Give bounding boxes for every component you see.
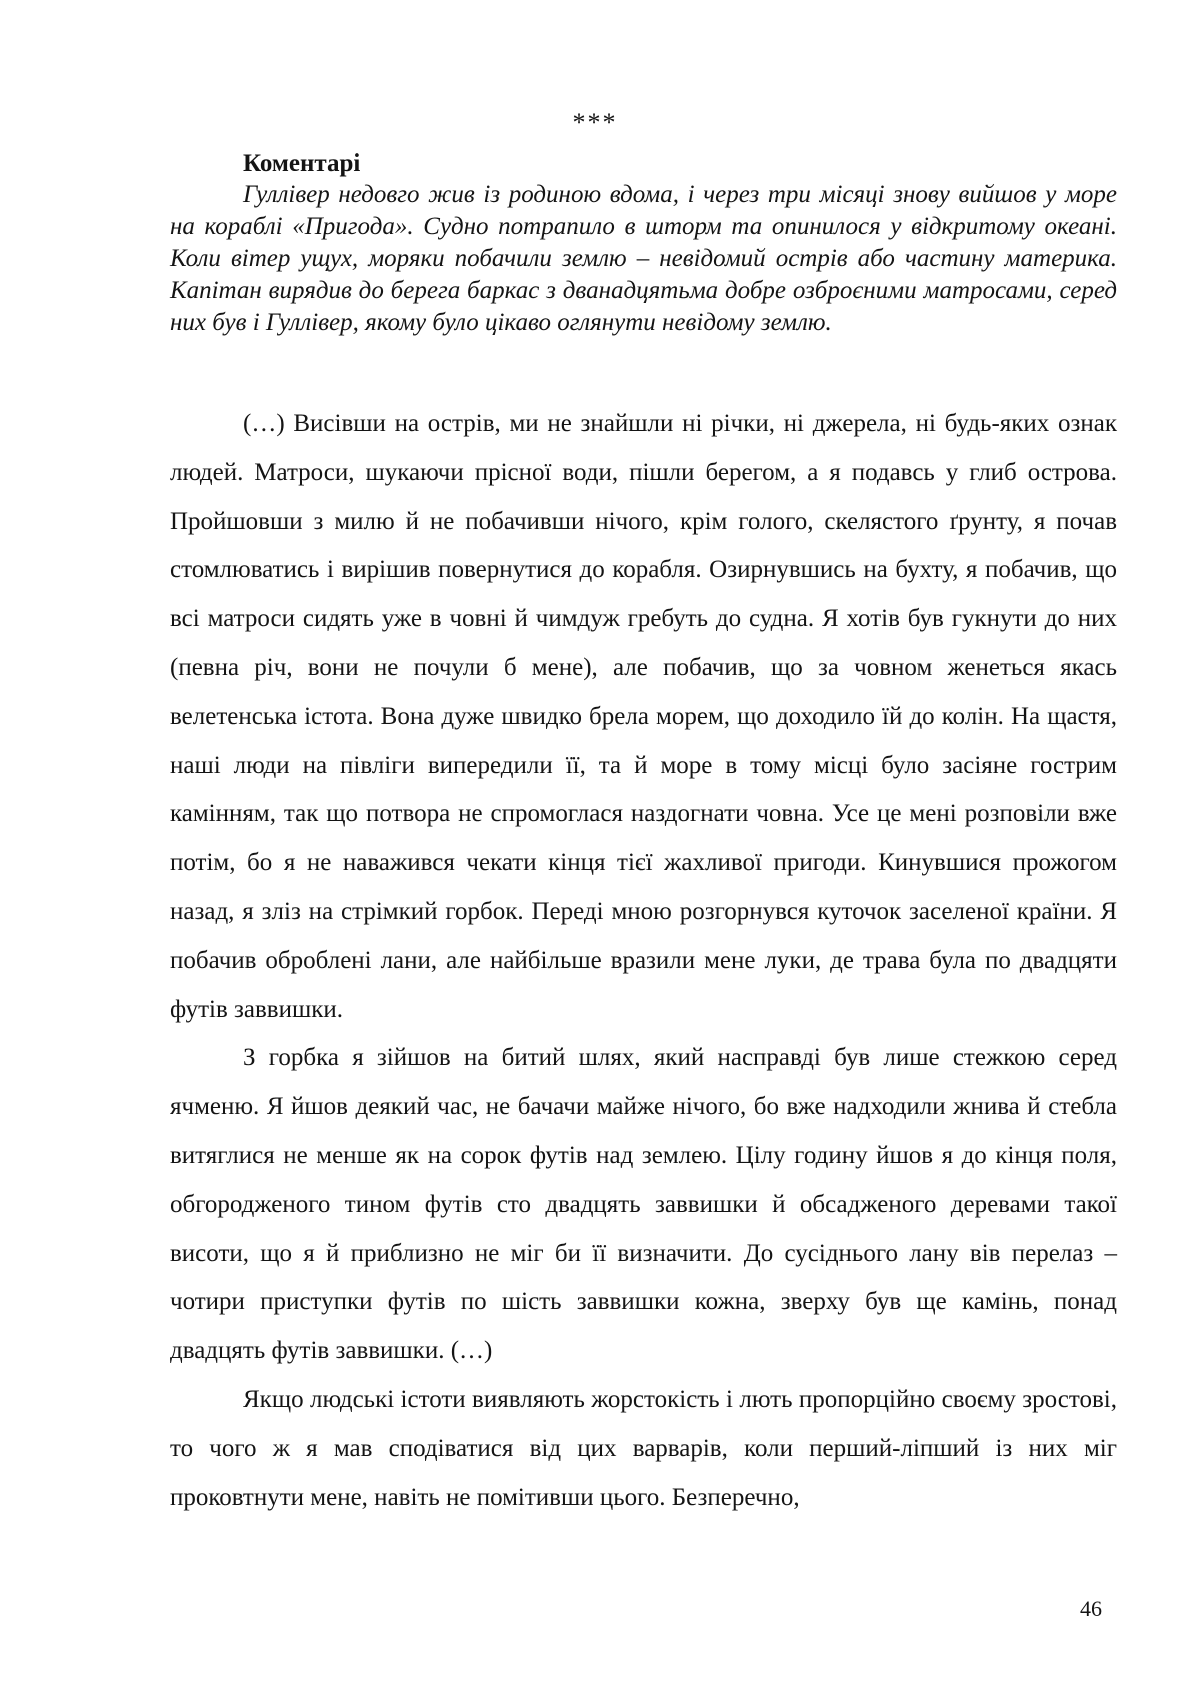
comments-text: Гуллівер недовго жив із родиною вдома, і через три місяці знову вийшов у море на кораблі «Пригода». Судно потрапило в шторм та опинилося у відкритому океані. Коли вітер ущух, моряки побачили землю – невідомий острів або частину материка. Капітан вирядив до берега баркас з дванадцятьма добре озброєними матросами, серед них був і Гуллівер, якому було цікаво оглянути невідому землю. bbox=[170, 181, 1117, 336]
section-separator: *** bbox=[572, 108, 618, 137]
paragraph-1: (…) Висівши на острів, ми не знайшли ні річки, ні джерела, ні будь-яких ознак людей. Матроси, шукаючи прісної води, пішли берегом, а я подавсь у глиб острова. Пройшовши з милю й не побачивши нічого, крім голого, скелястого ґрунту, я почав стомлюватись і вирішив повернутися до корабля. Озирнувшись на бухту, я побачив, що всі матроси сидять уже в човні й чимдуж гребуть до судна. Я хотів був гукнути до них (певна річ, вони не почули б мене), але побачив, що за човном женеться якась велетенська істота. Вона дуже швидко брела морем, що доходило їй до колін. На щастя, наші люди на півліги випередили її, та й море в тому місці було засіяне гострим камінням, так що потвора не спромоглася наздогнати човна. Усе це мені розповіли вже потім, бо я не наважився чекати кінця тієї жахливої пригоди. Кинувшися прожогом назад, я зліз на стрімкий горбок. Переді мною розгорнувся куточок заселеної країни. Я побачив оброблені лани, але найбільше вразили мене луки, де трава була по двадцяти футів заввишки. bbox=[170, 410, 1117, 1023]
comments-heading: Коментарі bbox=[243, 150, 361, 177]
paragraph-3: Якщо людські істоти виявляють жорстокість і лють пропорційно своєму зростові, то чого ж я мав сподіватися від цих варварів, коли перший-ліпший із них міг проковтнути мене, навіть не помітивши цього. Безперечно, bbox=[170, 1385, 1117, 1511]
page-number: 46 bbox=[1080, 1596, 1102, 1621]
main-text bbox=[170, 400, 1117, 1522]
paragraph-2: З горбка я зійшов на битий шлях, який насправді був лише стежкою серед ячменю. Я йшов деякий час, не бачачи майже нічого, бо вже надходили жнива й стебла витяглися не менше як на сорок футів над землею. Цілу годину йшов я до кінця поля, обгородженого тином футів сто двадцять заввишки й обсадженого деревами такої висоти, що я й приблизно не міг би її визначити. До сусіднього лану вів перелаз – чотири приступки футів по шість заввишки кожна, зверху був ще камінь, понад двадцять футів заввишки. (…) bbox=[170, 1044, 1117, 1365]
